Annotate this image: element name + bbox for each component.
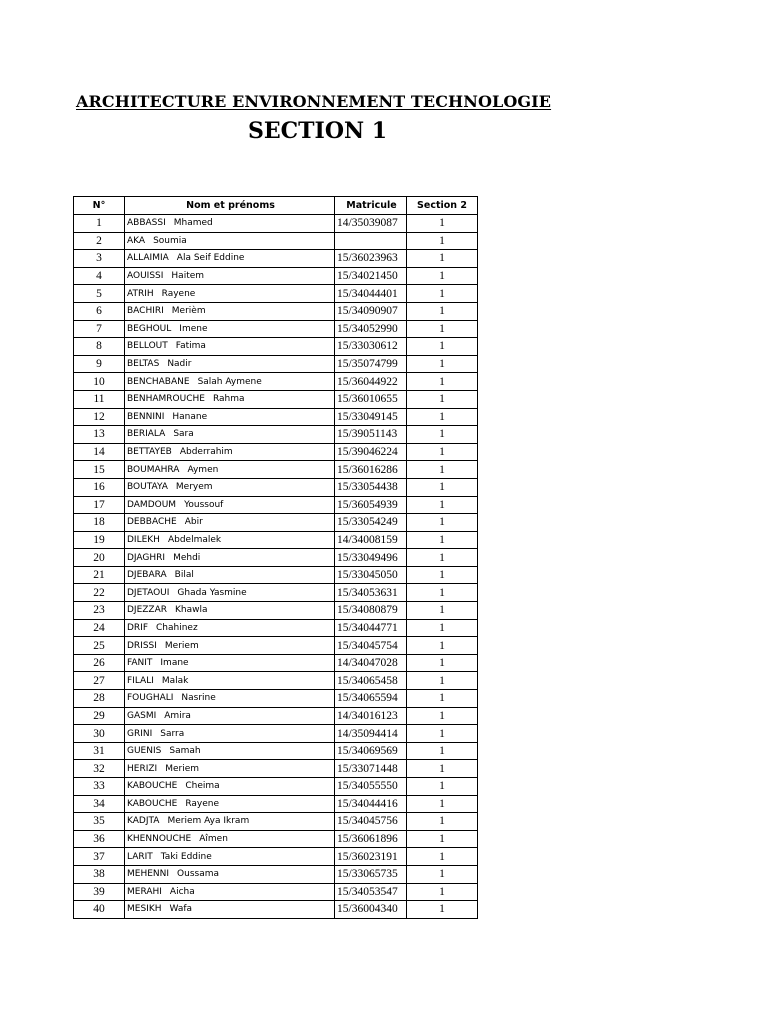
last-name: BOUMAHRA: [127, 464, 180, 475]
matricule: 14/34008159: [335, 531, 407, 549]
matricule: 15/33054249: [335, 514, 407, 532]
table-row: [74, 602, 478, 620]
matricule: 15/36010655: [335, 390, 407, 408]
table-row: [74, 478, 478, 496]
student-name: [125, 373, 335, 391]
last-name: KABOUCHE: [127, 798, 178, 809]
row-number: 14: [74, 443, 125, 461]
table-row: [74, 250, 478, 268]
first-name: Mehdi: [173, 552, 201, 563]
first-name: Ala Seif Eddine: [176, 253, 245, 264]
last-name: BOUTAYA: [127, 482, 168, 493]
section-value: 1: [407, 619, 478, 637]
row-number: 4: [74, 267, 125, 285]
last-name: KABOUCHE: [127, 781, 178, 792]
last-name: KADJTA: [127, 816, 160, 827]
row-number: 40: [74, 901, 125, 919]
last-name: DJEZZAR: [127, 605, 168, 616]
student-name: [125, 865, 335, 883]
first-name: Abdelmalek: [167, 534, 222, 545]
student-name: [125, 302, 335, 320]
matricule: 14/34047028: [335, 654, 407, 672]
section-value: 1: [407, 461, 478, 479]
student-name: [125, 883, 335, 901]
last-name: BACHIRI: [127, 306, 164, 317]
row-number: 8: [74, 338, 125, 356]
matricule: 15/36054939: [335, 496, 407, 514]
section-value: 1: [407, 865, 478, 883]
row-number: 2: [74, 232, 125, 250]
last-name: AKA: [127, 235, 146, 246]
first-name: Malak: [161, 675, 189, 686]
row-number: 24: [74, 619, 125, 637]
row-number: 5: [74, 285, 125, 303]
matricule: 15/34065594: [335, 690, 407, 708]
student-name: [125, 514, 335, 532]
last-name: ALLAIMIA: [127, 253, 169, 264]
row-number: 30: [74, 725, 125, 743]
student-name: [125, 408, 335, 426]
table-row: [74, 443, 478, 461]
student-name: [125, 584, 335, 602]
student-name: [125, 461, 335, 479]
first-name: Sara: [173, 429, 194, 440]
row-number: 39: [74, 883, 125, 901]
last-name: MESIKH: [127, 904, 162, 915]
section-value: 1: [407, 883, 478, 901]
section-value: 1: [407, 602, 478, 620]
row-number: 21: [74, 566, 125, 584]
row-number: 12: [74, 408, 125, 426]
table-row: [74, 795, 478, 813]
table-row: [74, 778, 478, 796]
last-name: MERAHI: [127, 886, 162, 897]
matricule: 14/35094414: [335, 725, 407, 743]
table-row: [74, 707, 478, 725]
matricule: 15/34053547: [335, 883, 407, 901]
student-name: [125, 690, 335, 708]
section-value: 1: [407, 549, 478, 567]
matricule: 15/33030612: [335, 338, 407, 356]
last-name: FANIT: [127, 658, 153, 669]
last-name: AOUISSI: [127, 271, 164, 282]
matricule: 15/34044416: [335, 795, 407, 813]
table-row: [74, 830, 478, 848]
matricule: 15/36004340: [335, 901, 407, 919]
section-value: 1: [407, 531, 478, 549]
student-name: [125, 250, 335, 268]
section-value: 1: [407, 390, 478, 408]
first-name: Cheima: [185, 781, 220, 792]
first-name: Amira: [164, 710, 191, 721]
section-value: 1: [407, 584, 478, 602]
header-section: Section 2: [407, 197, 478, 215]
first-name: Khawla: [175, 605, 208, 616]
section-value: 1: [407, 478, 478, 496]
section-value: 1: [407, 566, 478, 584]
last-name: DJETAOUI: [127, 587, 170, 598]
student-name: [125, 830, 335, 848]
last-name: GRINI: [127, 728, 153, 739]
last-name: DAMDOUM: [127, 499, 177, 510]
table-row: [74, 883, 478, 901]
table-row: [74, 690, 478, 708]
last-name: DJAGHRI: [127, 552, 166, 563]
table-row: [74, 320, 478, 338]
first-name: Mhamed: [173, 218, 213, 229]
table-row: [74, 549, 478, 567]
last-name: MEHENNI: [127, 869, 170, 880]
row-number: 16: [74, 478, 125, 496]
matricule: 15/34021450: [335, 267, 407, 285]
student-name: [125, 672, 335, 690]
student-name: [125, 549, 335, 567]
section-value: 1: [407, 267, 478, 285]
matricule: 15/34044771: [335, 619, 407, 637]
last-name: BEGHOUL: [127, 323, 172, 334]
last-name: BETTAYEB: [127, 447, 172, 458]
first-name: Meriem Aya Ikram: [167, 816, 250, 827]
section-value: 1: [407, 232, 478, 250]
student-name: [125, 232, 335, 250]
table-row: [74, 514, 478, 532]
first-name: Merièm: [171, 306, 206, 317]
section-value: 1: [407, 373, 478, 391]
row-number: 36: [74, 830, 125, 848]
table-row: [74, 338, 478, 356]
first-name: Meriem: [164, 640, 199, 651]
student-name: [125, 654, 335, 672]
section-value: 1: [407, 285, 478, 303]
section-value: 1: [407, 443, 478, 461]
last-name: GASMI: [127, 710, 157, 721]
first-name: Taki Eddine: [160, 851, 212, 862]
table-row: [74, 373, 478, 391]
row-number: 19: [74, 531, 125, 549]
section-heading: SECTION 1: [248, 118, 388, 144]
section-value: 1: [407, 690, 478, 708]
student-name: [125, 355, 335, 373]
section-value: 1: [407, 408, 478, 426]
row-number: 27: [74, 672, 125, 690]
student-name: [125, 742, 335, 760]
table-row: [74, 566, 478, 584]
last-name: ATRIH: [127, 288, 154, 299]
first-name: Oussama: [177, 869, 219, 880]
matricule: 15/36061896: [335, 830, 407, 848]
table-header-row: [74, 197, 478, 215]
student-name: [125, 443, 335, 461]
last-name: DRISSI: [127, 640, 157, 651]
last-name: HERIZI: [127, 763, 158, 774]
table-body: [74, 215, 478, 919]
row-number: 23: [74, 602, 125, 620]
row-number: 11: [74, 390, 125, 408]
section-value: 1: [407, 795, 478, 813]
document-title: ARCHITECTURE ENVIRONNEMENT TECHNOLOGIE: [76, 92, 552, 111]
first-name: Nadir: [167, 359, 192, 370]
section-value: 1: [407, 725, 478, 743]
table-row: [74, 584, 478, 602]
section-value: 1: [407, 742, 478, 760]
section-value: 1: [407, 813, 478, 831]
table-row: [74, 232, 478, 250]
first-name: Nasrine: [181, 693, 216, 704]
student-name: [125, 901, 335, 919]
matricule: 15/36023963: [335, 250, 407, 268]
matricule: 15/33071448: [335, 760, 407, 778]
matricule: 14/34016123: [335, 707, 407, 725]
matricule: 15/34090907: [335, 302, 407, 320]
last-name: GUENIS: [127, 746, 162, 757]
row-number: 29: [74, 707, 125, 725]
last-name: KHENNOUCHE: [127, 834, 192, 845]
matricule: 15/33049145: [335, 408, 407, 426]
student-name: [125, 760, 335, 778]
row-number: 1: [74, 215, 125, 233]
first-name: Wafa: [169, 904, 193, 915]
last-name: BENHAMROUCHE: [127, 394, 205, 405]
section-value: 1: [407, 320, 478, 338]
last-name: DJEBARA: [127, 570, 167, 581]
row-number: 35: [74, 813, 125, 831]
table-row: [74, 390, 478, 408]
table-row: [74, 637, 478, 655]
student-name: [125, 338, 335, 356]
first-name: Aymen: [187, 464, 219, 475]
row-number: 34: [74, 795, 125, 813]
row-number: 9: [74, 355, 125, 373]
section-value: 1: [407, 514, 478, 532]
last-name: DILEKH: [127, 534, 160, 545]
first-name: Ghada Yasmine: [177, 587, 247, 598]
table-row: [74, 654, 478, 672]
first-name: Youssouf: [184, 499, 224, 510]
section-value: 1: [407, 778, 478, 796]
section-value: 1: [407, 355, 478, 373]
matricule: 14/35039087: [335, 215, 407, 233]
student-name: [125, 426, 335, 444]
first-name: Rahma: [212, 394, 245, 405]
row-number: 38: [74, 865, 125, 883]
student-name: [125, 778, 335, 796]
first-name: Chahinez: [156, 622, 198, 633]
matricule: 15/34044401: [335, 285, 407, 303]
section-value: 1: [407, 302, 478, 320]
student-name: [125, 619, 335, 637]
table-row: [74, 426, 478, 444]
first-name: Rayene: [161, 288, 196, 299]
section-value: 1: [407, 760, 478, 778]
matricule: 15/34045756: [335, 813, 407, 831]
row-number: 15: [74, 461, 125, 479]
section-value: 1: [407, 901, 478, 919]
first-name: Aicha: [169, 886, 195, 897]
section-value: 1: [407, 338, 478, 356]
table-row: [74, 531, 478, 549]
section-value: 1: [407, 707, 478, 725]
table-row: [74, 813, 478, 831]
row-number: 33: [74, 778, 125, 796]
student-name: [125, 285, 335, 303]
student-name: [125, 707, 335, 725]
student-name: [125, 215, 335, 233]
student-name: [125, 496, 335, 514]
table-row: [74, 461, 478, 479]
section-value: 1: [407, 496, 478, 514]
matricule: 15/34045754: [335, 637, 407, 655]
first-name: Fatima: [175, 341, 206, 352]
section-value: 1: [407, 215, 478, 233]
matricule: 15/34065458: [335, 672, 407, 690]
row-number: 37: [74, 848, 125, 866]
matricule: 15/36023191: [335, 848, 407, 866]
table-row: [74, 496, 478, 514]
matricule: 15/33049496: [335, 549, 407, 567]
section-value: 1: [407, 250, 478, 268]
first-name: Haitem: [171, 271, 205, 282]
student-name: [125, 390, 335, 408]
student-name: [125, 813, 335, 831]
section-value: 1: [407, 637, 478, 655]
last-name: ABBASSI: [127, 218, 166, 229]
matricule: 15/33065735: [335, 865, 407, 883]
section-value: 1: [407, 654, 478, 672]
section-value: 1: [407, 830, 478, 848]
last-name: DRIF: [127, 622, 149, 633]
last-name: DEBBACHE: [127, 517, 177, 528]
row-number: 17: [74, 496, 125, 514]
row-number: 10: [74, 373, 125, 391]
table-row: [74, 408, 478, 426]
table-row: [74, 619, 478, 637]
matricule: 15/36016286: [335, 461, 407, 479]
table-row: [74, 285, 478, 303]
matricule: 15/34052990: [335, 320, 407, 338]
table-row: [74, 672, 478, 690]
table-row: [74, 848, 478, 866]
section-value: 1: [407, 672, 478, 690]
student-name: [125, 531, 335, 549]
table-row: [74, 355, 478, 373]
table-row: [74, 760, 478, 778]
row-number: 13: [74, 426, 125, 444]
section-value: 1: [407, 426, 478, 444]
first-name: Meriem: [165, 763, 199, 774]
first-name: Salah Aymene: [197, 376, 262, 387]
table-row: [74, 215, 478, 233]
last-name: BERIALA: [127, 429, 166, 440]
student-roster-table: [73, 196, 478, 919]
student-name: [125, 602, 335, 620]
table-row: [74, 742, 478, 760]
matricule: 15/36044922: [335, 373, 407, 391]
first-name: Hanane: [172, 411, 208, 422]
row-number: 22: [74, 584, 125, 602]
last-name: BENNINI: [127, 411, 165, 422]
student-name: [125, 725, 335, 743]
first-name: Abir: [184, 517, 203, 528]
row-number: 20: [74, 549, 125, 567]
student-name: [125, 478, 335, 496]
table-row: [74, 267, 478, 285]
first-name: Sarra: [160, 728, 185, 739]
last-name: BENCHABANE: [127, 376, 190, 387]
table-row: [74, 725, 478, 743]
student-name: [125, 267, 335, 285]
first-name: Meryem: [175, 482, 213, 493]
first-name: Imene: [179, 323, 208, 334]
student-name: [125, 566, 335, 584]
row-number: 3: [74, 250, 125, 268]
matricule: 15/35074799: [335, 355, 407, 373]
last-name: BELLOUT: [127, 341, 168, 352]
first-name: Rayene: [185, 798, 220, 809]
table-row: [74, 865, 478, 883]
row-number: 26: [74, 654, 125, 672]
student-name: [125, 320, 335, 338]
first-name: Samah: [169, 746, 201, 757]
first-name: Imane: [160, 658, 189, 669]
last-name: LARIT: [127, 851, 153, 862]
header-name: Nom et prénoms: [125, 197, 335, 215]
last-name: BELTAS: [127, 359, 160, 370]
first-name: Bilal: [174, 570, 194, 581]
first-name: Soumia: [153, 235, 187, 246]
row-number: 18: [74, 514, 125, 532]
matricule: 15/33045050: [335, 566, 407, 584]
last-name: FOUGHALI: [127, 693, 174, 704]
row-number: 7: [74, 320, 125, 338]
first-name: Aîmen: [199, 834, 228, 845]
matricule: 15/34069569: [335, 742, 407, 760]
row-number: 32: [74, 760, 125, 778]
header-number: N°: [74, 197, 125, 215]
row-number: 31: [74, 742, 125, 760]
matricule: 15/39051143: [335, 426, 407, 444]
section-value: 1: [407, 848, 478, 866]
row-number: 25: [74, 637, 125, 655]
matricule: 15/39046224: [335, 443, 407, 461]
last-name: FILALI: [127, 675, 154, 686]
matricule: 15/34080879: [335, 602, 407, 620]
table-row: [74, 901, 478, 919]
row-number: 6: [74, 302, 125, 320]
matricule: 15/33054438: [335, 478, 407, 496]
matricule: 15/34053631: [335, 584, 407, 602]
row-number: 28: [74, 690, 125, 708]
student-name: [125, 795, 335, 813]
matricule: 15/34055550: [335, 778, 407, 796]
matricule: [335, 232, 407, 250]
student-name: [125, 637, 335, 655]
table-row: [74, 302, 478, 320]
first-name: Abderrahim: [179, 447, 233, 458]
header-matricule: Matricule: [335, 197, 407, 215]
student-name: [125, 848, 335, 866]
